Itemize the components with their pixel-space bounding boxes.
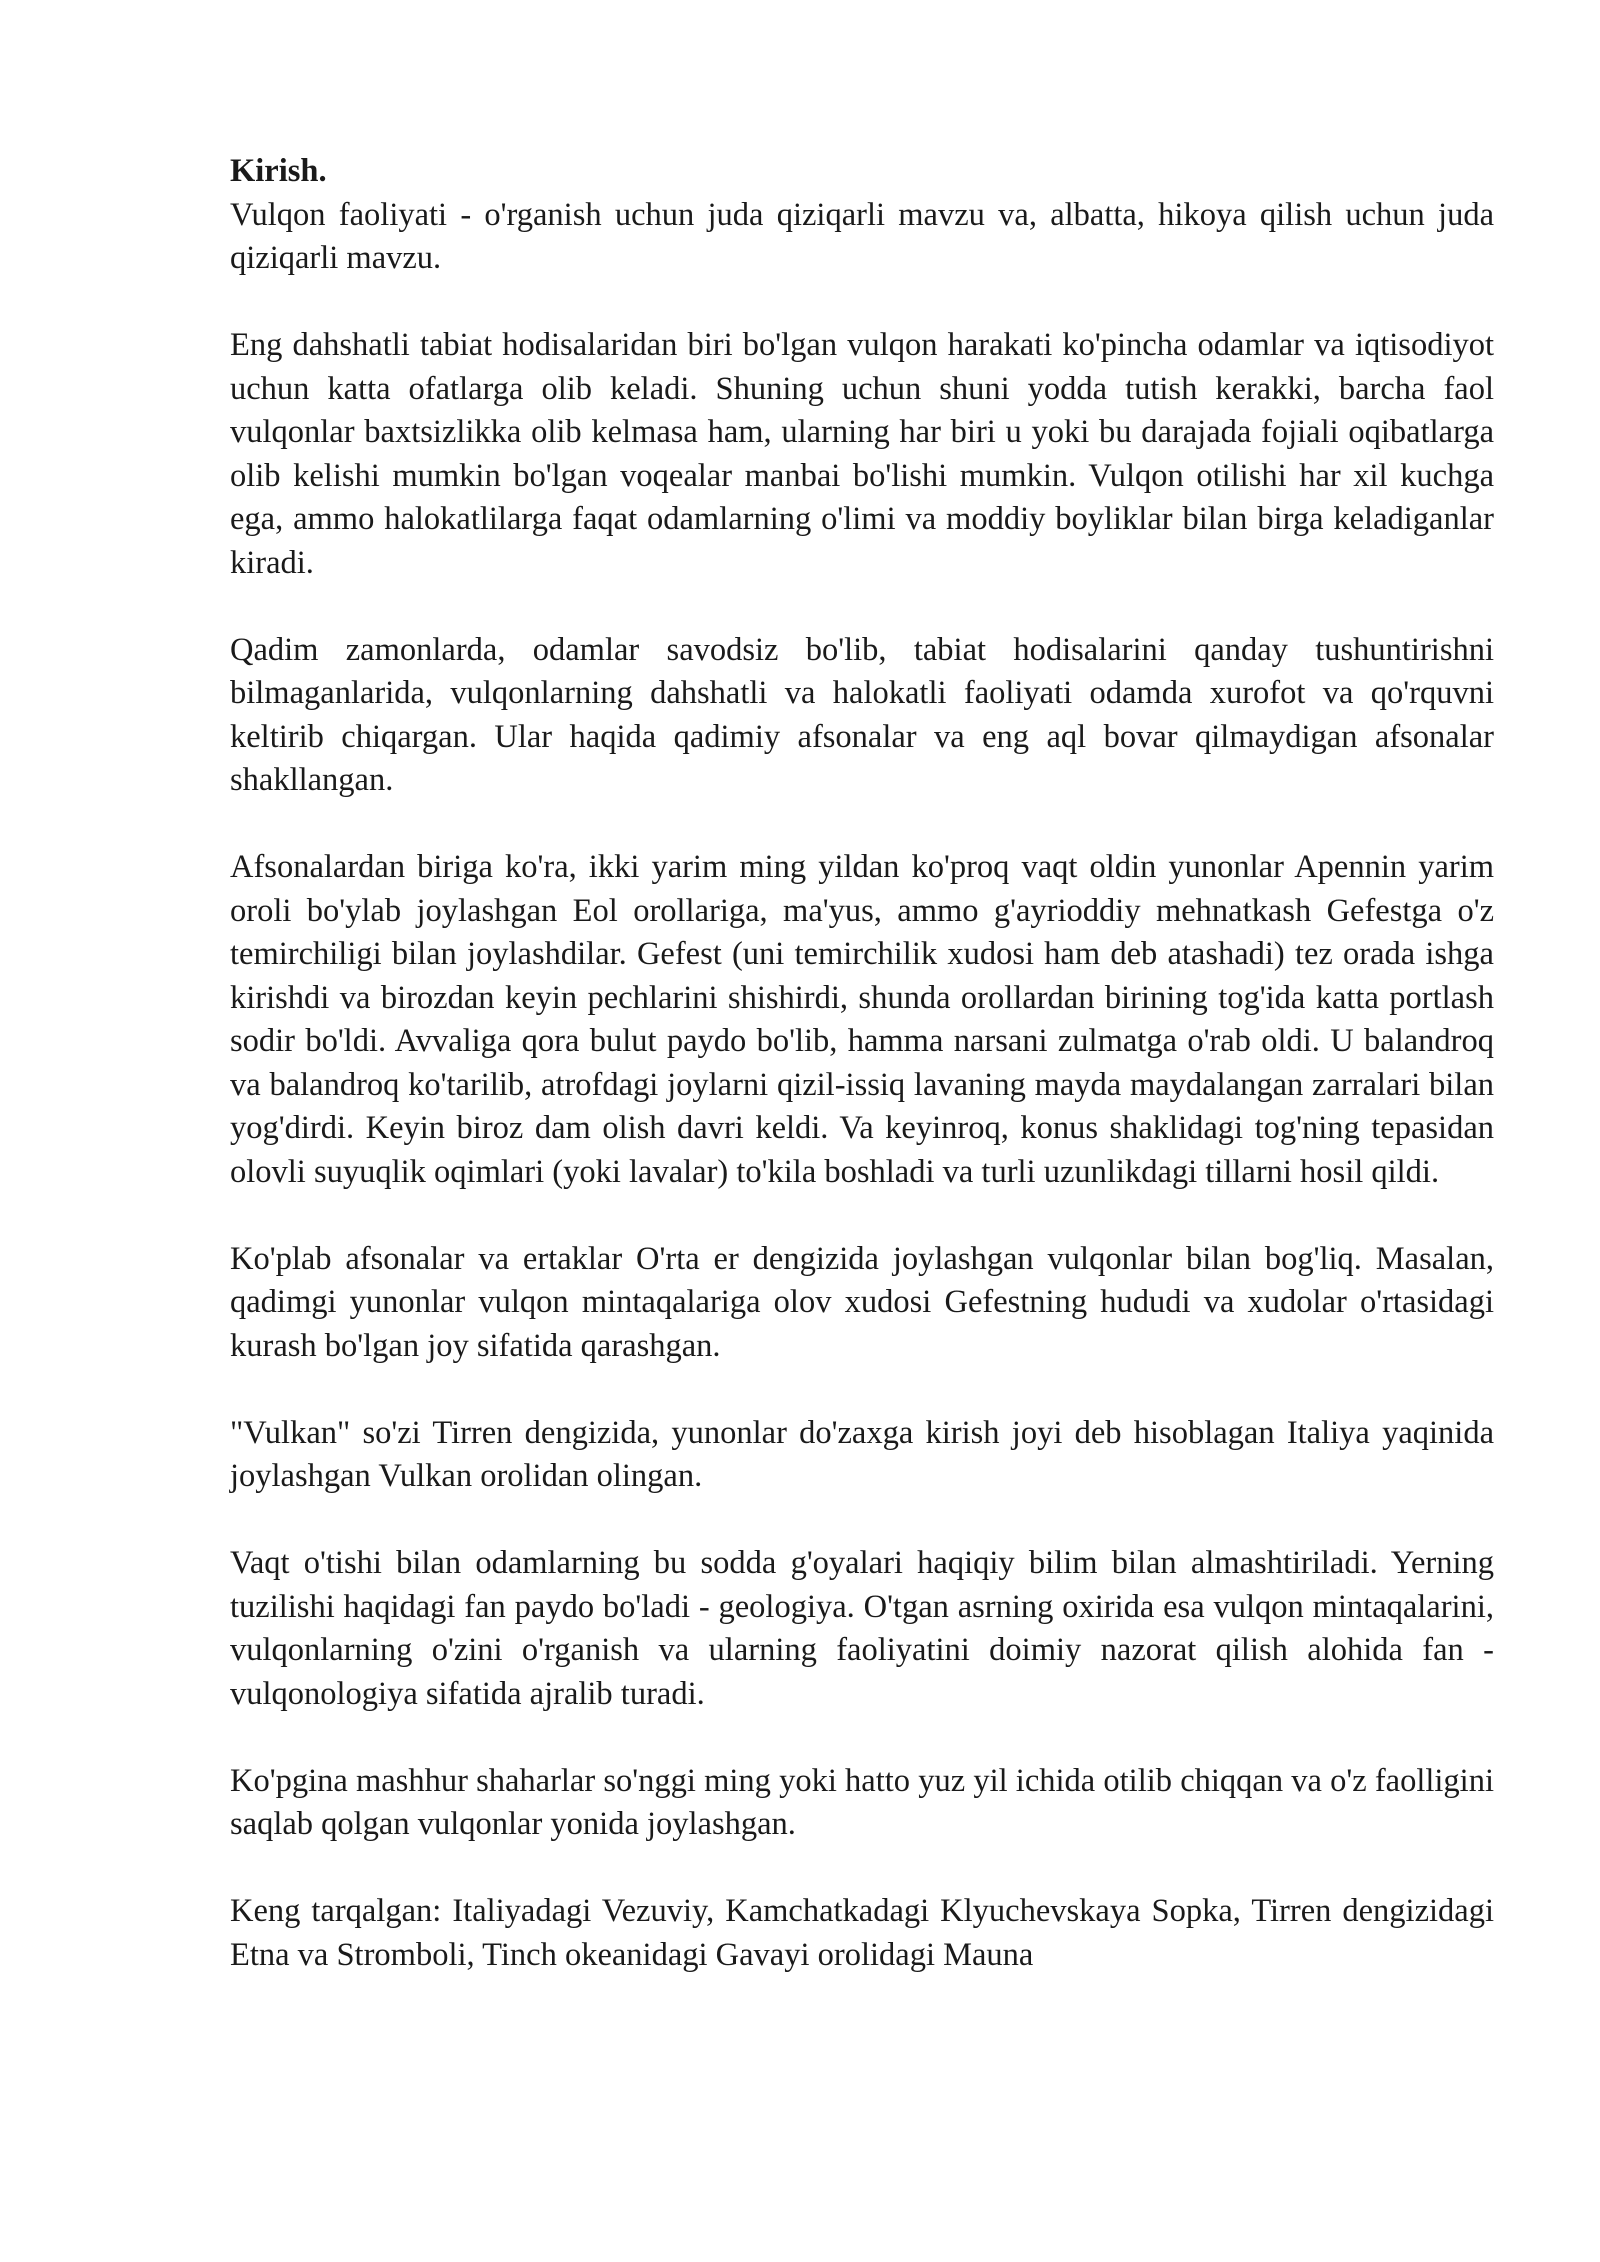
paragraph-4: Afsonalardan biriga ko'ra, ikki yarim ming yildan ko'proq vaqt oldin yunonlar Apennin yarim oroli bo'ylab joylashgan Eol orollariga, ma'yus, ammo g'ayrioddiy mehnatkash Gefestga o'z temirchiligi bilan joylashdilar. Gefest (uni temirchilik xudosi ham deb atashadi) tez orada ishga kirishdi va birozdan keyin pechlarini shishirdi, shunda orollardan birining tog'ida katta portlash sodir bo'ldi. Avvaliga qora bulut paydo bo'lib, hamma narsani zulmatga o'rab oldi. U balandroq va balandroq ko'tarilib, atrofdagi joylarni qizil-issiq lavaning mayda maydalangan zarralari bilan yog'dirdi. Keyin biroz dam olish davri keldi. Va keyinroq, konus shaklidagi tog'ning tepasidan olovli suyuqlik oqimlari (yoki lavalar) to'kila boshladi va turli uzunlikdagi tillarni hosil qildi. [230,849,1494,1190]
paragraph-8: Ko'pgina mashhur shaharlar so'nggi ming yoki hatto yuz yil ichida otilib chiqqan va o'z faolligini saqlab qolgan vulqonlar yonida joylashgan. [230,1762,1494,1842]
paragraph-6: "Vulkan" so'zi Tirren dengizida, yunonlar do'zaxga kirish joyi deb hisoblagan Italiya yaqinida joylashgan Vulkan orolidan olingan. [230,1414,1494,1494]
document-page [230,150,1494,2021]
paragraph-7: Vaqt o'tishi bilan odamlarning bu sodda g'oyalari haqiqiy bilim bilan almashtiriladi. Yerning tuzilishi haqidagi fan paydo bo'ladi - geologiya. O'tgan asrning oxirida esa vulqon mintaqalarini, vulqonlarning o'zini o'rganish va ularning faoliyatini doimiy nazorat qilish alohida fan - vulqonologiya sifatida ajralib turadi. [230,1545,1494,1712]
paragraph-3: Qadim zamonlarda, odamlar savodsiz bo'lib, tabiat hodisalarini qanday tushuntirishni bilmaganlarida, vulqonlarning dahshatli va halokatli faoliyati odamda xurofot va qo'rquvni keltirib chiqargan. Ular haqida qadimiy afsonalar va eng aql bovar qilmaydigan afsonalar shakllangan. [230,631,1494,798]
paragraph-2: Eng dahshatli tabiat hodisalaridan biri bo'lgan vulqon harakati ko'pincha odamlar va iqtisodiyot uchun katta ofatlarga olib keladi. Shuning uchun shuni yodda tutish kerakki, barcha faol vulqonlar baxtsizlikka olib kelmasa ham, ularning har biri u yoki bu darajada fojiali oqibatlarga olib kelishi mumkin bo'lgan voqealar manbai bo'lishi mumkin. Vulqon otilishi har xil kuchga ega, ammo halokatlilarga faqat odamlarning o'limi va moddiy boyliklar bilan birga keladiganlar kiradi. [230,327,1494,581]
paragraph-1: Vulqon faoliyati - o'rganish uchun juda qiziqarli mavzu va, albatta, hikoya qilish uchun juda qiziqarli mavzu. [230,196,1494,276]
paragraph-5: Ko'plab afsonalar va ertaklar O'rta er dengizida joylashgan vulqonlar bilan bog'liq. Masalan, qadimgi yunonlar vulqon mintaqalariga olov xudosi Gefestning hududi va xudolar o'rtasidagi kurash bo'lgan joy sifatida qarashgan. [230,1240,1494,1364]
section-heading: Kirish. [230,153,327,189]
paragraph-9: Keng tarqalgan: Italiyadagi Vezuviy, Kamchatkadagi Klyuchevskaya Sopka, Tirren dengizidagi Etna va Stromboli, Tinch okeanidagi Gavayi orolidagi Mauna [230,1893,1494,1973]
